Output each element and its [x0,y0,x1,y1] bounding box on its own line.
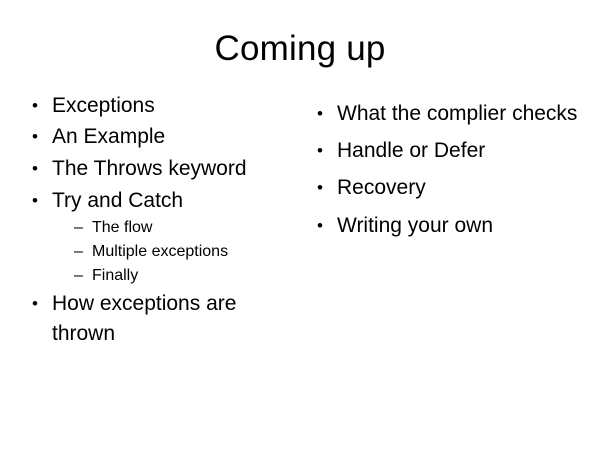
list-item-label: Exceptions [52,93,155,117]
sub-list-item [74,240,305,263]
bullet-icon: • [32,190,38,210]
sub-list-item-label: Multiple exceptions [92,242,229,260]
right-bullet-list [313,99,590,242]
slide-body [0,69,600,351]
sub-list-item-label: The flow [92,218,153,236]
list-item [313,136,590,166]
left-bullet-list [28,91,305,349]
sub-list-item-label: Finally [92,266,139,284]
sub-list-item [74,216,305,239]
slide-title: Coming up [214,29,386,68]
bullet-icon: • [317,103,323,123]
dash-icon: – [74,242,83,260]
right-column [305,91,590,249]
bullet-icon: • [32,95,38,115]
list-item-label: How exceptions are thrown [52,291,237,345]
list-item [28,91,305,121]
list-item [28,186,305,287]
bullet-icon: • [32,159,38,179]
list-item [313,211,590,241]
bullet-icon: • [32,127,38,147]
list-item-label: An Example [52,125,166,149]
list-item [28,154,305,184]
list-item [28,289,305,349]
bullet-icon: • [32,293,38,313]
list-item-label: Recovery [337,176,426,200]
left-column [10,91,305,351]
bullet-icon: • [317,178,323,198]
list-item [313,173,590,203]
bullet-icon: • [317,215,323,235]
list-item-label: What the complier checks [337,101,578,125]
bullet-icon: • [317,140,323,160]
list-item [28,122,305,152]
dash-icon: – [74,218,83,236]
sub-list-item [74,264,305,287]
dash-icon: – [74,266,83,284]
list-item-label: Handle or Defer [337,138,486,162]
list-item-label: Try and Catch [52,188,184,212]
list-item-label: The Throws keyword [52,157,247,181]
list-item-label: Writing your own [337,213,494,237]
list-item [313,99,590,129]
sub-bullet-list [52,216,305,287]
